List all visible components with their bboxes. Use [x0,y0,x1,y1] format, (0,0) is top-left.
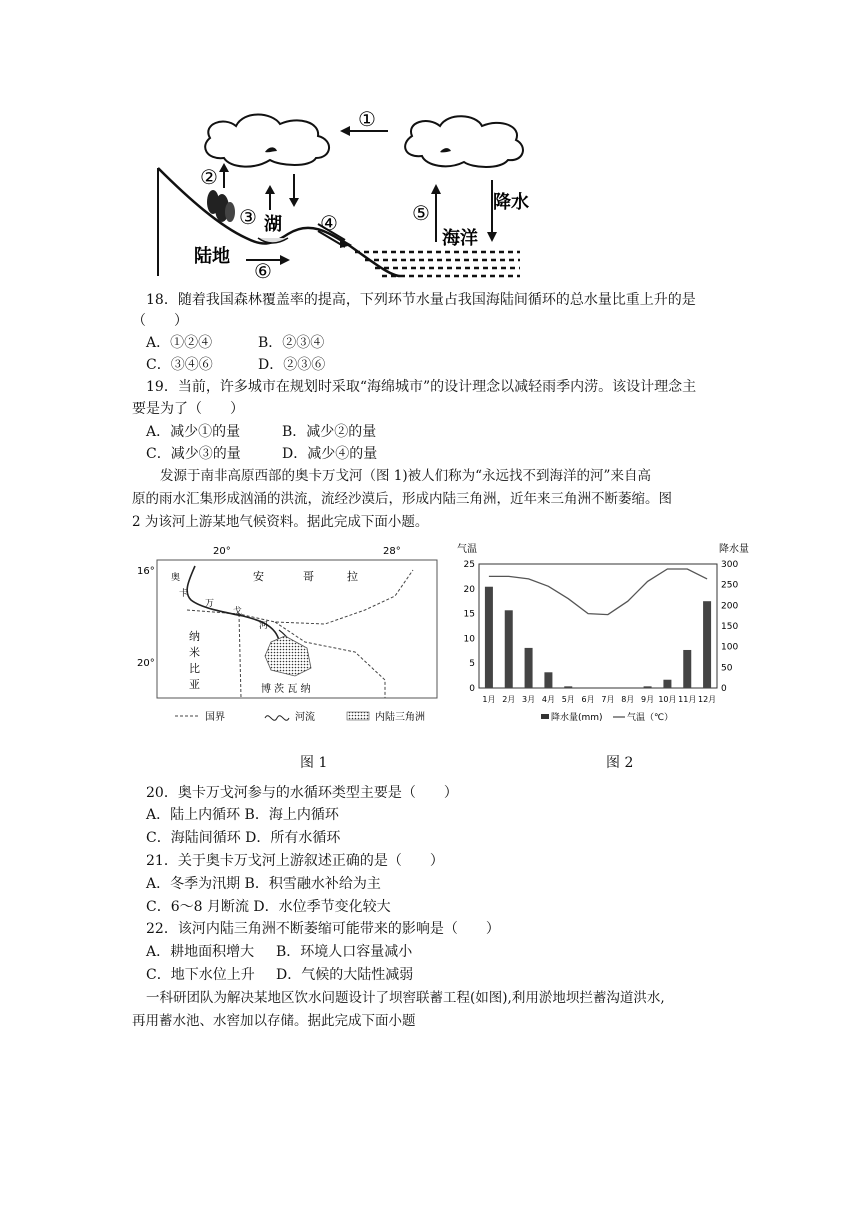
q19-stem-1: 19．当前，许多城市在规划时采取“海绵城市”的设计理念以减轻雨季内涝。该设计理念主 [146,379,697,395]
q18-stem: 18．随着我国森林覆盖率的提高，下列环节水量占我国海陆间循环的总水量比重上升的是 [146,292,696,308]
legend-river-label: 河流 [295,712,315,723]
q18-option-b: B．②③④ [258,335,325,351]
label-1: ① [358,107,376,131]
lake-label: 湖 [264,214,282,235]
x-tick-label: 10月 [658,695,677,704]
precip-bar [505,610,513,688]
y-right-tick-label: 0 [721,684,727,694]
lat-20-label: 20° [137,658,155,669]
river-label-2: 卡 [179,589,189,599]
q19-option-d: D．减少④的量 [282,446,378,462]
x-tick-label: 8月 [621,695,635,704]
x-tick-label: 6月 [581,695,595,704]
river-label-1: 奥 [171,573,181,583]
y-right-tick-label: 200 [721,601,739,612]
q19-option-a: A．减少①的量 [146,424,241,440]
q18-paren: （ ） [132,313,188,329]
river-label-3: 万 [205,599,215,609]
precip-bar [663,680,671,688]
x-tick-label: 9月 [641,695,655,704]
x-tick-label: 11月 [678,695,697,704]
q22-stem: 22．该河内陆三角洲不断萎缩可能带来的影响是（ ） [146,921,500,937]
q19-stem-2: 要是为了（ ） [132,401,244,417]
q21-options-ab: A．冬季为汛期 B．积雪融水补给为主 [146,876,381,892]
q20-stem: 20．奥卡万戈河参与的水循环类型主要是（ ） [146,785,458,801]
y-right-tick-label: 50 [721,663,733,674]
figure2-caption: 图 2 [606,755,634,771]
chart-ylabel-right: 降水量 [719,544,749,555]
lon-20-label: 20° [213,546,231,557]
q21-stem: 21．关于奥卡万戈河上游叙述正确的是（ ） [146,853,444,869]
x-tick-label: 3月 [522,695,536,704]
y-left-tick-label: 20 [463,584,475,595]
passage1-line-3: 2 为该河上游某地气候资料。据此完成下面小题。 [132,514,429,530]
q22-option-b: B．环境人口容量减小 [276,944,413,960]
y-left-tick-label: 0 [469,684,475,694]
x-tick-label: 12月 [697,695,717,704]
y-right-tick-label: 150 [721,622,739,632]
lat-16-label: 16° [137,566,155,577]
precip-bar [485,587,493,688]
precip-bar [644,686,652,688]
label-5: ⑤ [412,201,430,225]
temperature-line [489,569,707,615]
climate-chart [455,540,755,730]
q18-option-a: A．①②④ [146,335,213,351]
x-tick-label: 5月 [561,695,575,704]
y-left-tick-label: 15 [463,609,475,620]
precip-bar [564,686,572,688]
namibia-label-4: 亚 [189,678,200,691]
namibia-label-2: 米 [189,646,200,659]
q18-option-c: C．③④⑥ [146,357,213,373]
precip-bar [544,672,552,688]
ocean-label: 海洋 [442,228,478,249]
angola-label-2: 哥 [303,570,314,583]
q19-option-b: B．减少②的量 [282,424,377,440]
legend-border-label: 国界 [205,712,225,723]
chart-ylabel-left: 气温 [457,544,477,555]
q22-option-a: A．耕地面积增大 [146,944,255,960]
precip-bar [703,601,711,688]
q22-option-c: C．地下水位上升 [146,967,255,983]
y-right-tick-label: 100 [721,642,739,653]
y-left-tick-label: 10 [463,634,475,645]
q20-options-ab: A．陆上内循环 B．海上内循环 [146,807,339,823]
river-label-4: 戈 [233,607,243,617]
label-6: ⑥ [254,259,272,280]
label-3: ③ [239,205,257,229]
angola-label-3: 拉 [347,570,358,583]
y-left-tick-label: 5 [469,659,475,670]
precip-bar [683,650,691,688]
lon-28-label: 28° [383,546,401,557]
legend-precip-label: 降水量(mm) [551,713,603,723]
q21-options-cd: C．6～8 月断流 D．水位季节变化较大 [146,899,391,915]
namibia-label-1: 纳 [189,630,200,643]
botswana-label: 博 茨 瓦 纳 [261,684,311,695]
y-left-tick-label: 25 [463,560,475,570]
precip-bar [525,648,533,688]
q22-option-d: D．气候的大陆性减弱 [276,967,414,983]
label-2: ② [200,165,218,189]
namibia-label-3: 比 [189,662,200,675]
legend-temp-label: 气温（℃） [627,713,674,723]
x-tick-label: 2月 [502,695,516,704]
y-right-tick-label: 250 [721,580,739,591]
label-4: ④ [320,211,338,235]
passage1-line-2: 原的雨水汇集形成汹涌的洪流，流经沙漠后，形成内陆三角洲，近年来三角洲不断萎缩。图 [132,491,672,507]
passage2-line-2: 再用蓄水池、水窖加以存储。据此完成下面小题 [132,1013,416,1029]
x-tick-label: 4月 [541,695,555,704]
y-right-tick-label: 300 [721,560,739,570]
q19-option-c: C．减少③的量 [146,446,241,462]
water-cycle-diagram [150,100,530,280]
river-label-5: 河 [259,621,269,631]
passage2-line-1: 一科研团队为解决某地区饮水问题设计了坝窖联蓄工程(如图),利用淤地坝拦蓄沟道洪水, [146,990,665,1006]
q18-option-d: D．②③⑥ [258,357,326,373]
q20-options-cd: C．海陆间循环 D．所有水循环 [146,830,341,846]
x-tick-label: 1月 [482,695,496,704]
land-cloud [205,115,329,167]
figure1-caption: 图 1 [300,755,328,771]
rain-label: 降水 [493,192,529,213]
ocean-cloud [405,116,523,167]
okavango-map [135,540,445,730]
land-label: 陆地 [194,246,230,267]
passage1-line-1: 发源于南非高原西部的奥卡万戈河（图 1)被人们称为“永远找不到海洋的河”来自高 [160,468,651,484]
angola-label-1: 安 [253,570,264,583]
legend-delta-label: 内陆三角洲 [375,712,425,723]
x-tick-label: 7月 [601,695,615,704]
